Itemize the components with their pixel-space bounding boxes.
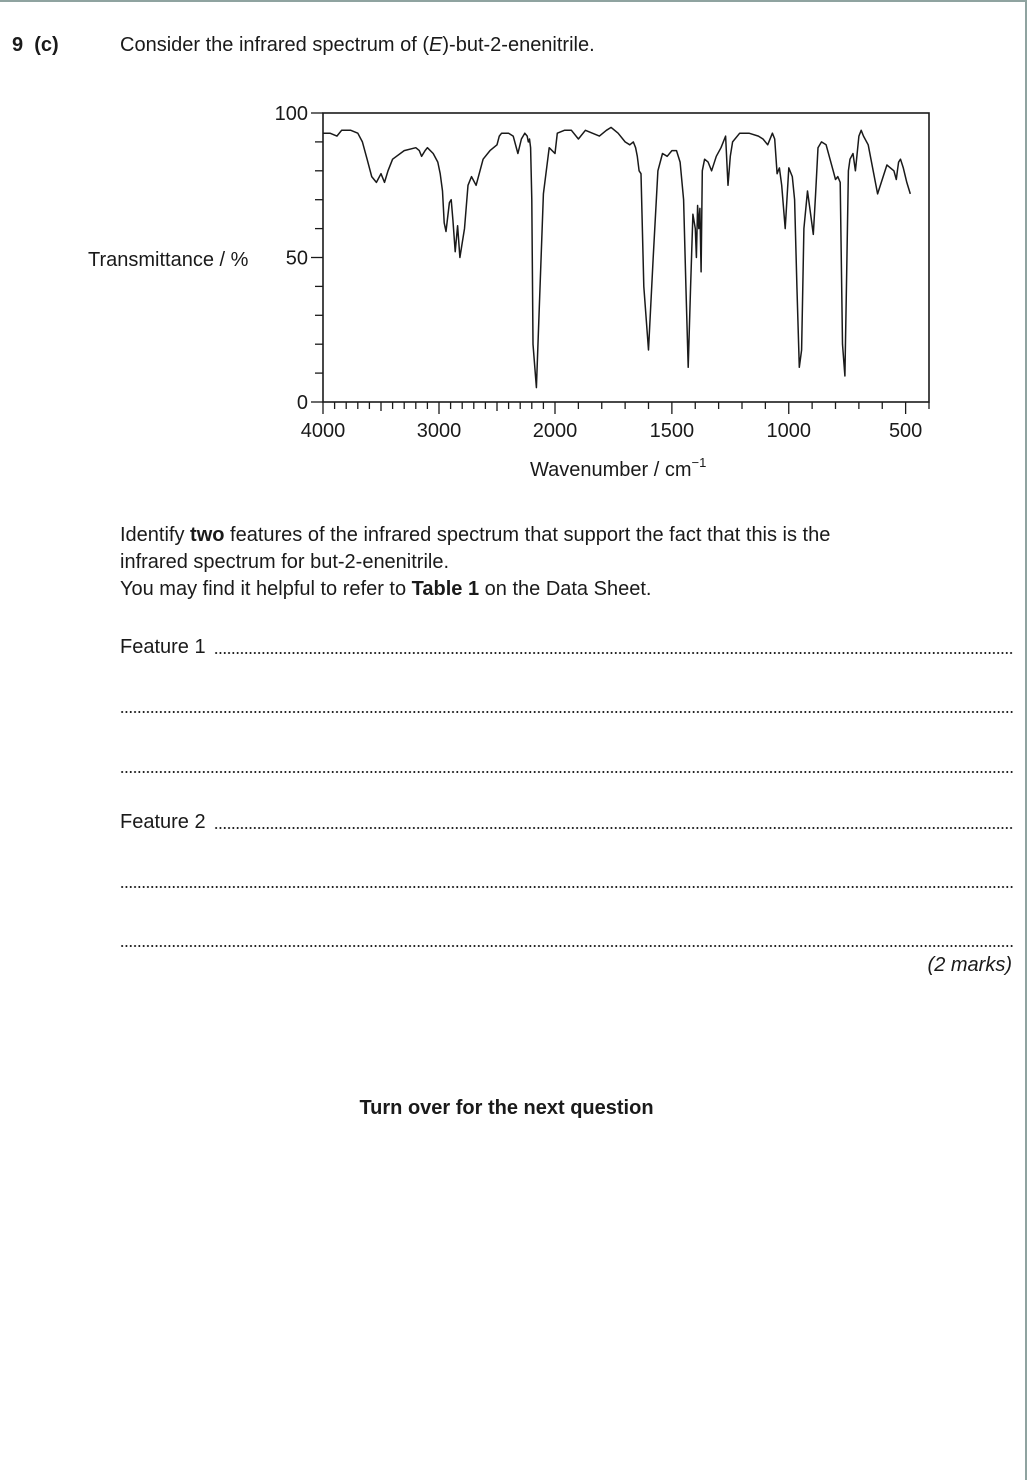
x-axis-label <box>530 455 706 481</box>
question-part: (c) <box>34 34 59 56</box>
instruction-text: You may find it helpful to refer to <box>120 578 412 600</box>
instruction-bold-two: two <box>190 524 225 546</box>
question-intro-italic: E <box>429 34 443 56</box>
instruction-text: features of the infrared spectrum that support the fact that this is the <box>224 524 831 546</box>
dotted-line <box>214 651 1013 655</box>
instruction-text: on the Data Sheet. <box>479 578 652 600</box>
question-number-value: 9 <box>12 34 24 56</box>
y-tick-labels <box>275 103 308 414</box>
instruction-bold-table: Table 1 <box>411 578 480 600</box>
spectrum-line <box>323 127 910 387</box>
instruction-line-1 <box>120 522 1000 549</box>
feature-1-answer-line[interactable] <box>120 633 1013 659</box>
x-tick-label: 2000 <box>532 420 578 442</box>
feature-1-answer-line-2[interactable] <box>120 692 1013 718</box>
x-axis-label-text: Wavenumber / cm <box>530 459 692 481</box>
dotted-line <box>120 770 1013 774</box>
dotted-line <box>120 885 1013 889</box>
feature-1-answer-line-3[interactable] <box>120 752 1013 778</box>
question-intro-before: Consider the infrared spectrum of ( <box>120 34 430 56</box>
dotted-line <box>120 944 1013 948</box>
y-tick-label: 100 <box>274 103 308 125</box>
feature-2-answer-line-2[interactable] <box>120 867 1013 893</box>
x-tick-labels <box>301 420 923 442</box>
plot-frame <box>323 113 929 402</box>
dotted-line <box>214 826 1013 830</box>
x-axis-label-superscript: −1 <box>691 455 707 470</box>
instruction-line-2: infrared spectrum for but-2-enenitrile. <box>120 551 450 573</box>
instruction-line-3 <box>120 576 1000 603</box>
dotted-line <box>120 710 1013 714</box>
y-tick-label: 50 <box>285 247 308 270</box>
ir-spectrum-chart <box>0 0 1027 500</box>
feature-2-answer-line-3[interactable] <box>120 926 1013 952</box>
instruction-text: Identify <box>120 524 191 546</box>
marks-allocation: (2 marks) <box>927 954 1012 976</box>
feature-2-label: Feature 2 <box>120 811 206 833</box>
feature-1-label: Feature 1 <box>120 636 206 658</box>
x-axis-ticks <box>323 402 929 414</box>
x-tick-label: 3000 <box>416 420 462 442</box>
instructions <box>120 522 1000 603</box>
y-tick-label: 0 <box>296 392 308 414</box>
x-tick-label: 500 <box>888 420 923 442</box>
x-tick-label: 1000 <box>766 420 811 442</box>
y-axis-label: Transmittance / % <box>88 249 249 271</box>
x-tick-label: 4000 <box>300 420 346 442</box>
turn-over-footer: Turn over for the next question <box>359 1097 654 1119</box>
y-axis-ticks <box>311 113 323 402</box>
x-tick-label: 1500 <box>649 420 695 442</box>
question-intro-after: )-but-2-enenitrile. <box>442 34 595 56</box>
feature-2-answer-line[interactable] <box>120 808 1013 834</box>
